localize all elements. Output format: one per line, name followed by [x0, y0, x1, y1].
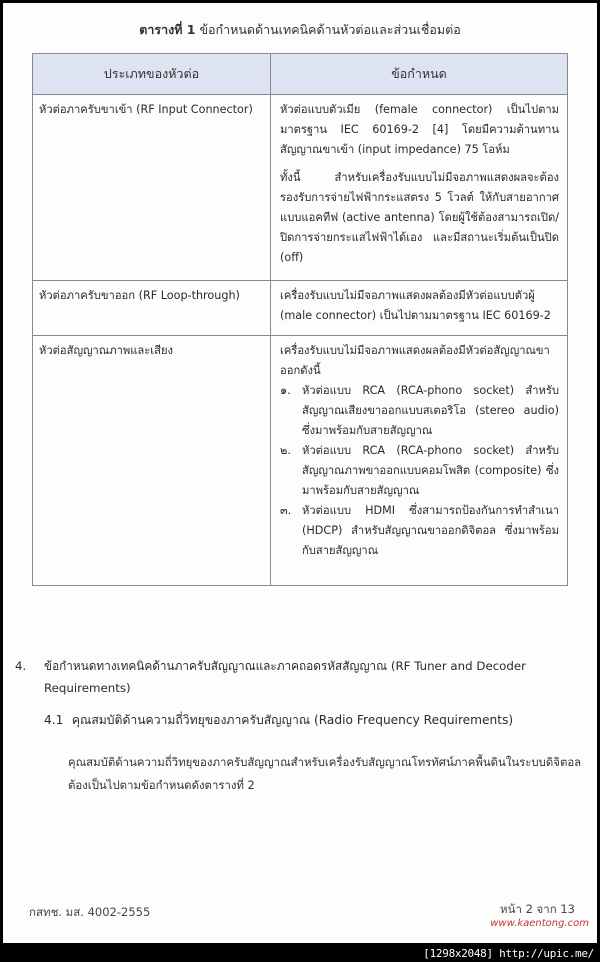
- output-connector-list: [280, 381, 559, 561]
- table-row: [33, 336, 568, 586]
- requirement-paragraph: ทั้งนี้ สำหรับเครื่องรับแบบไม่มีจอภาพแสดงผลจะต้องรองรับการจ่ายไฟฟ้ากระแสตรง 5 โวลต์ ให้กับสายอากาศแบบแอคทีฟ (active antenna) โดยผู้ใช้ต้องสามารถเปิด/ปิดการจ่ายกระแสไฟฟ้าได้เอง และมีสถานะเริ่มต้นเป็นปิด (off): [280, 171, 559, 264]
- header-connector-type: ประเภทของหัวต่อ: [33, 54, 271, 95]
- section-number: 4.: [15, 659, 27, 673]
- requirement-intro: เครื่องรับแบบไม่มีจอภาพแสดงผลต้องมีหัวต่อสัญญาณขาออกดังนี้: [280, 344, 550, 377]
- table-caption-title: ข้อกำหนดด้านเทคนิคด้านหัวต่อและส่วนเชื่อมต่อ: [195, 22, 461, 37]
- list-text: หัวต่อแบบ RCA (RCA-phono socket) สำหรับสัญญาณเสียงขาออกแบบสเตอริโอ (stereo audio) ซึ่งมาพร้อมกับสายสัญญาณ: [302, 384, 559, 437]
- list-text: หัวต่อแบบ RCA (RCA-phono socket) สำหรับสัญญาณภาพขาออกแบบคอมโพสิต (composite) ซึ่งมาพร้อมกับสายสัญญาณ: [302, 444, 559, 497]
- table-caption-label: ตารางที่ 1: [139, 22, 196, 37]
- connector-spec-table: [32, 53, 568, 586]
- table-header-row: [33, 54, 568, 95]
- connector-type-cell: หัวต่อภาครับขาเข้า (RF Input Connector): [33, 95, 271, 281]
- list-number: ๒.: [280, 444, 291, 457]
- footer-standard-id: กสทช. มส. 4002-2555: [29, 905, 151, 919]
- image-host-label: [1298x2048] http://upic.me/: [423, 947, 594, 960]
- table-row: [33, 95, 568, 281]
- connector-type-cell: หัวต่อภาครับขาออก (RF Loop-through): [33, 281, 271, 336]
- requirement-cell: [271, 336, 568, 586]
- section-4-1-paragraph: คุณสมบัติด้านความถี่วิทยุของภาครับสัญญาณสำหรับเครื่องรับสัญญาณโทรทัศน์ภาคพื้นดินในระบบดิจิตอล ต้องเป็นไปตามข้อกำหนดดังตารางที่ 2: [68, 755, 582, 792]
- list-item: [280, 501, 559, 561]
- section-4-heading: [15, 655, 585, 699]
- watermark-link[interactable]: www.kaentong.com: [490, 918, 589, 929]
- header-requirement: ข้อกำหนด: [271, 54, 568, 95]
- list-number: ๓.: [280, 504, 292, 517]
- table-row: [33, 281, 568, 336]
- list-item: [280, 441, 559, 501]
- connector-type-cell: หัวต่อสัญญาณภาพและเสียง: [33, 336, 271, 586]
- section-4-1-heading: [44, 711, 513, 730]
- requirement-cell: [271, 95, 568, 281]
- footer-page-number: หน้า 2 จาก 13: [500, 902, 575, 916]
- table-caption: [3, 20, 597, 40]
- requirement-paragraph: หัวต่อแบบตัวเมีย (female connector) เป็นไปตามมาตรฐาน IEC 60169-2 [4] โดยมีความต้านทานสัญญาณขาเข้า (input impedance) 75 โอห์ม: [280, 103, 559, 156]
- requirement-paragraph: เครื่องรับแบบไม่มีจอภาพแสดงผลต้องมีหัวต่อแบบตัวผู้ (male connector) เป็นไปตามมาตรฐาน IEC 60169-2: [280, 289, 551, 322]
- list-text: หัวต่อแบบ HDMI ซึ่งสามารถป้องกันการทำสำเนา (HDCP) สำหรับสัญญาณขาออกดิจิตอล ซึ่งมาพร้อมกับสายสัญญาณ: [302, 504, 559, 557]
- list-number: ๑.: [280, 384, 291, 397]
- subsection-title: คุณสมบัติด้านความถี่วิทยุของภาครับสัญญาณ (Radio Frequency Requirements): [71, 713, 514, 727]
- requirement-cell: [271, 281, 568, 336]
- section-title: ข้อกำหนดทางเทคนิคด้านภาครับสัญญาณและภาคถอดรหัสสัญญาณ (RF Tuner and Decoder Requirements): [44, 659, 527, 695]
- document-page: [3, 3, 597, 943]
- subsection-number: 4.1: [44, 713, 64, 727]
- list-item: [280, 381, 559, 441]
